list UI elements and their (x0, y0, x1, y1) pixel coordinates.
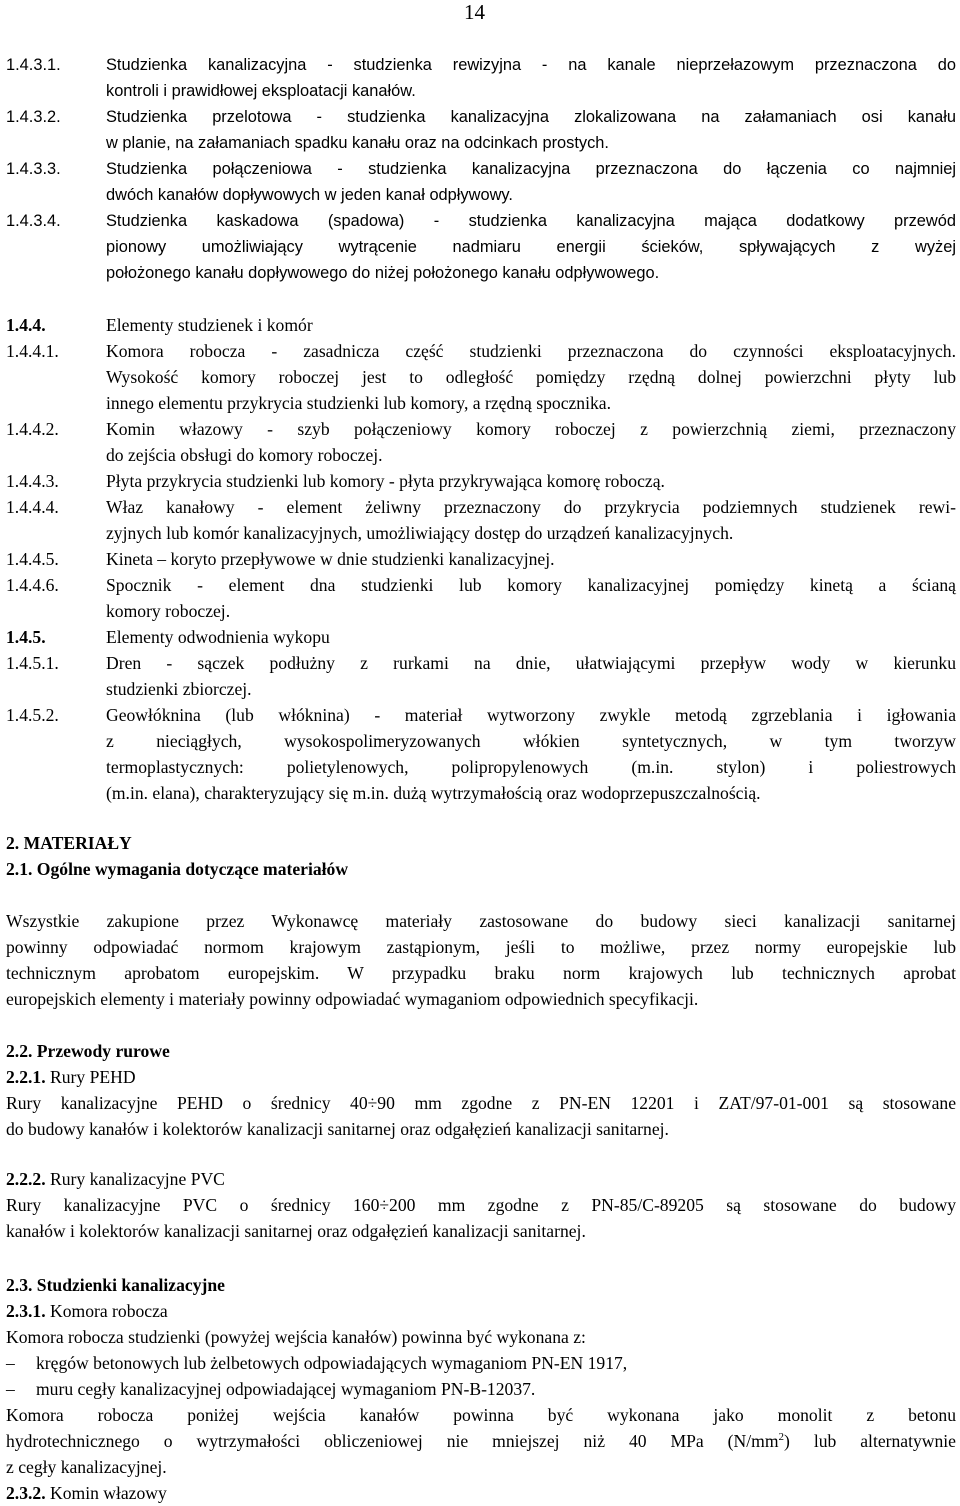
def-number: 1.4.3.3. (6, 160, 61, 178)
list-item (6, 1350, 956, 1376)
list-item (6, 1376, 956, 1402)
def-1-4-4-5 (6, 546, 956, 572)
def-1-4-5-2 (6, 702, 956, 806)
subsection-2-2-2 (6, 1166, 225, 1192)
def-number: 1.4.4.4. (6, 497, 59, 517)
def-line: Płyta przykrycia studzienki lub komory - płyta przykrywająca komorę roboczą. (106, 471, 665, 491)
def-number: 1.4.3.1. (6, 56, 61, 74)
def-line: Dren - sączek podłużny z rurkami na dnie, ułatwiającymi przepływ wody w kierunku (106, 653, 956, 673)
section-number: 1.4.5. (6, 627, 46, 647)
subsection-number: 2.3.1. (6, 1301, 46, 1321)
subsection-2-3-1 (6, 1298, 168, 1324)
subsection-number: 2.2.1. (6, 1067, 46, 1087)
def-line: Studzienka połączeniowa - studzienka kanalizacyjna przeznaczona do łączenia co najmniej (106, 160, 956, 178)
dash-bullet: – (6, 1353, 15, 1373)
subsection-2-2-1 (6, 1064, 136, 1090)
def-line: Studzienka przelotowa - studzienka kanalizacyjna zlokalizowana na załamaniach osi kanału (106, 108, 956, 126)
def-number: 1.4.5.2. (6, 705, 59, 725)
def-number: 1.4.4.2. (6, 419, 59, 439)
subsection-title: Komin włazowy (50, 1483, 167, 1503)
paragraph-line (6, 1428, 956, 1454)
subsection-number: 2.3.2. (6, 1483, 46, 1503)
def-line: do zejścia obsługi do komory roboczej. (106, 445, 383, 465)
section-title: Elementy odwodnienia wykopu (106, 627, 330, 647)
section-number: 1.4.4. (6, 315, 46, 335)
def-line: położonego kanału dopływowego do niżej położonego kanału odpływowego. (106, 264, 660, 282)
def-number: 1.4.3.2. (6, 108, 61, 126)
chapter-title: 2. MATERIAŁY (6, 833, 132, 853)
def-1-4-3-1 (6, 52, 956, 104)
subsection-number: 2.2.2. (6, 1169, 46, 1189)
def-1-4-4-6 (6, 572, 956, 624)
section-title-2-3: 2.3. Studzienki kanalizacyjne (6, 1275, 225, 1295)
def-number: 1.4.5.1. (6, 653, 59, 673)
list-item-text: muru cegły kanalizacyjnej odpowiadającej wymaganiom PN-B-12037. (36, 1379, 536, 1399)
superscript: 2 (778, 1431, 785, 1443)
def-line: z nieciągłych, wysokospolimeryzowanych włókien syntetycznych, w tym tworzyw (106, 731, 956, 751)
section-title-2-1: 2.1. Ogólne wymagania dotyczące materiałów (6, 859, 349, 879)
section-1-4-5 (6, 624, 956, 650)
paragraph-text: hydrotechnicznego o wytrzymałości obliczeniowej nie mniejszej niż 40 MPa (N/mm (6, 1431, 779, 1451)
def-line: zyjnych lub komór kanalizacyjnych, umożliwiający dostęp do urządzeń kanalizacyjnych. (106, 523, 734, 543)
paragraph-line: Rury kanalizacyjne PEHD o średnicy 40÷90 mm zgodne z PN-EN 12201 i ZAT/97-01-001 są stosowane (6, 1093, 956, 1113)
def-line: innego elementu przykrycia studzienki lub komory, a rzędną spocznika. (106, 393, 611, 413)
page-number: 14 (464, 0, 485, 24)
paragraph-2-3-1-intro: Komora robocza studzienki (powyżej wejścia kanałów) powinna być wykonana z: (6, 1327, 586, 1347)
def-line: Geowłóknina (lub włóknina) - materiał wytworzony zwykle metodą zgrzeblania i igłowania (106, 705, 956, 725)
section-title: Elementy studzienek i komór (106, 315, 313, 335)
def-number: 1.4.4.3. (6, 471, 59, 491)
def-line: Studzienka kaskadowa (spadowa) - studzienka kanalizacyjna mająca dodatkowy przewód (106, 212, 956, 230)
paragraph-line: kanałów i kolektorów kanalizacji sanitarnej oraz odgałęzień kanalizacji sanitarnej. (6, 1221, 586, 1241)
paragraph-line: Rury kanalizacyjne PVC o średnicy 160÷200 mm zgodne z PN-85/C-89205 są stosowane do budowy (6, 1195, 956, 1215)
paragraph-line: technicznym aprobatom europejskim. W przypadku braku norm krajowych lub technicznych aprobat (6, 963, 956, 983)
def-line: Komora robocza - zasadnicza część studzienki przeznaczona do czynności eksploatacyjnych. (106, 341, 956, 361)
paragraph-2-3-1-monolit (6, 1402, 956, 1480)
def-1-4-3-4 (6, 208, 956, 286)
def-number: 1.4.4.5. (6, 549, 59, 569)
def-line: komory roboczej. (106, 601, 231, 621)
def-line: pionowy umożliwiający wytrącenie nadmiaru energii ścieków, spływających z wyżej (106, 238, 956, 256)
paragraph-line: do budowy kanałów i kolektorów kanalizacji sanitarnej oraz odgałęzień kanalizacji sanitarnej. (6, 1119, 669, 1139)
subsection-2-3-2 (6, 1480, 167, 1506)
def-line: kontroli i prawidłowej eksploatacji kanałów. (106, 82, 416, 100)
def-1-4-5-1 (6, 650, 956, 702)
paragraph-line: powinny odpowiadać normom krajowym zastąpionym, jeśli to możliwe, przez normy europejskie lub (6, 937, 956, 957)
def-1-4-4-4 (6, 494, 956, 546)
def-1-4-3-3 (6, 156, 956, 208)
def-line: Właz kanałowy - element żeliwny przeznaczony do przykrycia podziemnych studzienek rewi- (106, 497, 956, 517)
subsection-title: Komora robocza (50, 1301, 168, 1321)
def-line: Komin włazowy - szyb połączeniowy komory roboczej z powierzchnią ziemi, przeznaczony (106, 419, 956, 439)
def-1-4-4-1 (6, 338, 956, 416)
def-number: 1.4.4.6. (6, 575, 59, 595)
def-1-4-4-3 (6, 468, 956, 494)
subsection-title: Rury kanalizacyjne PVC (50, 1169, 225, 1189)
def-line: dwóch kanałów dopływowych w jeden kanał odpływowy. (106, 186, 513, 204)
list-item-text: kręgów betonowych lub żelbetowych odpowiadających wymaganiom PN-EN 1917, (36, 1353, 628, 1373)
def-number: 1.4.4.1. (6, 341, 59, 361)
subsection-title: Rury PEHD (50, 1067, 136, 1087)
paragraph-2-1 (6, 908, 956, 1012)
def-number: 1.4.3.4. (6, 212, 61, 230)
def-line: Wysokość komory roboczej jest to odległość pomiędzy rzędną dolnej powierzchni płyty lub (106, 367, 956, 387)
def-line: studzienki zbiorczej. (106, 679, 252, 699)
def-line: termoplastycznych: polietylenowych, polipropylenowych (m.in. stylon) i poliestrowych (106, 757, 956, 777)
paragraph-line: Wszystkie zakupione przez Wykonawcę materiały zastosowane do budowy sieci kanalizacji sanitarnej (6, 911, 956, 931)
def-line: Studzienka kanalizacyjna - studzienka rewizyjna - na kanale nieprzełazowym przeznaczona do (106, 56, 956, 74)
section-1-4-4 (6, 312, 956, 338)
paragraph-2-2-2 (6, 1192, 956, 1244)
def-line: Spocznik - element dna studzienki lub komory kanalizacyjnej pomiędzy kinetą a ścianą (106, 575, 956, 595)
paragraph-line: Komora robocza poniżej wejścia kanałów powinna być wykonana jako monolit z betonu (6, 1405, 956, 1425)
dash-bullet: – (6, 1379, 15, 1399)
paragraph-line: europejskich elementy i materiały powinny odpowiadać wymaganiom odpowiednich specyfikacji. (6, 989, 699, 1009)
def-1-4-4-2 (6, 416, 956, 468)
section-title-2-2: 2.2. Przewody rurowe (6, 1041, 170, 1061)
def-1-4-3-2 (6, 104, 956, 156)
def-line: Kineta – koryto przepływowe w dnie studzienki kanalizacyjnej. (106, 549, 555, 569)
def-line: (m.in. elana), charakteryzujący się m.in. dużą wytrzymałością oraz wodoprzepuszczalnością. (106, 783, 761, 803)
paragraph-text: ) lub alternatywnie (784, 1431, 956, 1451)
paragraph-line: z cegły kanalizacyjnej. (6, 1457, 167, 1477)
def-line: w planie, na załamaniach spadku kanału oraz na odcinkach prostych. (106, 134, 609, 152)
paragraph-2-2-1 (6, 1090, 956, 1142)
